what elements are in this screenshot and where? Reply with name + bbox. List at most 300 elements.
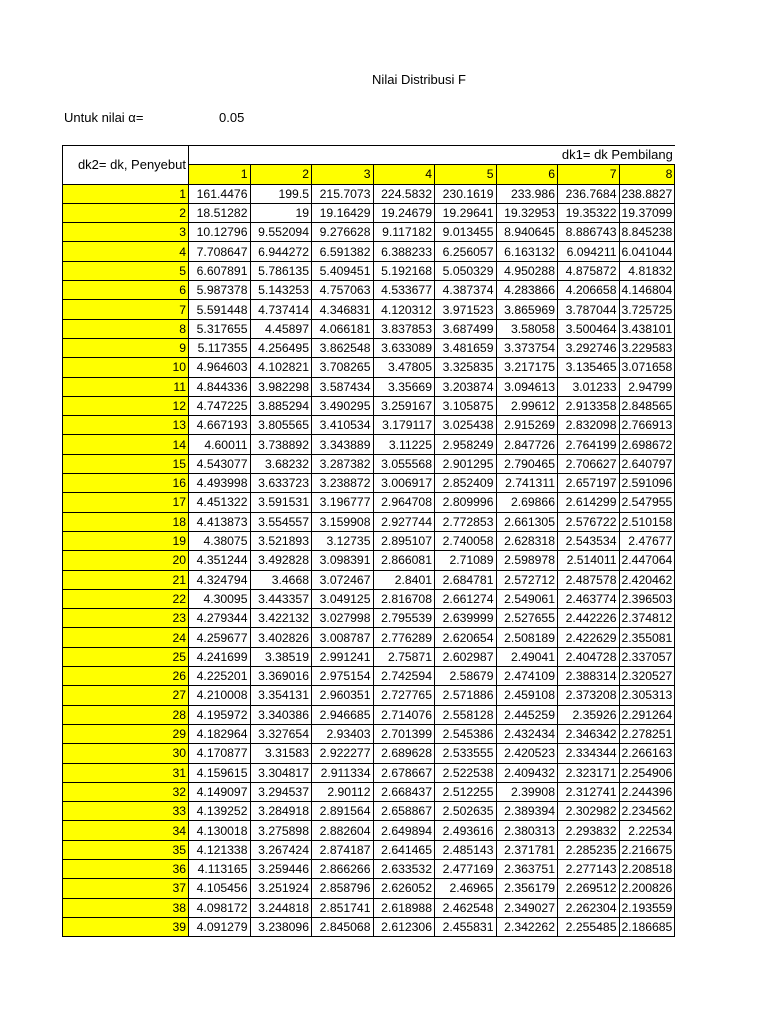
table-cell: 2.958249 (435, 435, 497, 454)
table-row (63, 435, 675, 454)
table-cell: 4.964603 (189, 358, 251, 377)
column-group-label: dk1= dk Pembilang (189, 146, 675, 165)
table-cell: 2.874187 (312, 840, 374, 859)
table-cell: 2.851741 (312, 898, 374, 917)
table-cell: 2.612306 (373, 917, 435, 936)
table-cell: 5.317655 (189, 319, 251, 338)
table-cell: 3.805565 (250, 416, 312, 435)
table-cell: 2.512255 (435, 782, 497, 801)
table-cell: 2.668437 (373, 782, 435, 801)
table-cell: 6.041044 (619, 242, 675, 261)
table-cell: 4.45897 (250, 319, 312, 338)
row-header: 1 (63, 184, 189, 203)
row-header: 10 (63, 358, 189, 377)
table-cell: 2.380313 (496, 821, 558, 840)
table-cell: 3.072467 (312, 570, 374, 589)
table-cell: 3.47805 (373, 358, 435, 377)
row-header: 19 (63, 531, 189, 550)
table-cell: 2.727765 (373, 686, 435, 705)
table-cell: 2.741311 (496, 474, 558, 493)
row-header: 12 (63, 396, 189, 415)
table-cell: 2.901295 (435, 454, 497, 473)
table-cell: 2.216675 (619, 840, 675, 859)
table-cell: 3.340386 (250, 705, 312, 724)
table-cell: 9.117182 (373, 223, 435, 242)
row-header: 17 (63, 493, 189, 512)
row-header: 2 (63, 203, 189, 222)
table-row (63, 261, 675, 280)
column-header: 8 (619, 165, 675, 184)
table-cell: 2.576722 (558, 512, 620, 531)
table-cell: 2.591096 (619, 474, 675, 493)
table-cell: 2.474109 (496, 667, 558, 686)
table-cell: 4.950288 (496, 261, 558, 280)
table-row (63, 242, 675, 261)
table-row (63, 396, 675, 415)
table-cell: 2.915269 (496, 416, 558, 435)
table-cell: 4.30095 (189, 589, 251, 608)
table-cell: 2.661305 (496, 512, 558, 531)
table-cell: 2.657197 (558, 474, 620, 493)
table-cell: 2.8401 (373, 570, 435, 589)
table-cell: 2.543534 (558, 531, 620, 550)
table-cell: 4.159615 (189, 763, 251, 782)
table-row (63, 454, 675, 473)
column-header: 3 (312, 165, 374, 184)
table-cell: 19.35322 (558, 203, 620, 222)
table-cell: 2.355081 (619, 628, 675, 647)
table-cell: 3.203874 (435, 377, 497, 396)
table-row (63, 184, 675, 203)
table-cell: 2.510158 (619, 512, 675, 531)
table-cell: 2.547955 (619, 493, 675, 512)
table-cell: 2.487578 (558, 570, 620, 589)
table-cell: 19.37099 (619, 203, 675, 222)
table-cell: 2.964708 (373, 493, 435, 512)
table-cell: 2.514011 (558, 551, 620, 570)
table-cell: 2.334344 (558, 744, 620, 763)
table-row (63, 628, 675, 647)
table-cell: 3.402826 (250, 628, 312, 647)
table-cell: 238.8827 (619, 184, 675, 203)
table-cell: 2.254906 (619, 763, 675, 782)
table-cell: 3.284918 (250, 802, 312, 821)
alpha-label: Untuk nilai α= (64, 110, 144, 125)
table-cell: 4.130018 (189, 821, 251, 840)
header-row-group (63, 146, 675, 165)
table-cell: 2.302982 (558, 802, 620, 821)
table-cell: 2.69866 (496, 493, 558, 512)
table-cell: 161.4476 (189, 184, 251, 203)
table-row (63, 879, 675, 898)
table-cell: 2.373208 (558, 686, 620, 705)
table-row (63, 782, 675, 801)
table-cell: 3.591531 (250, 493, 312, 512)
table-cell: 3.238096 (250, 917, 312, 936)
table-cell: 2.522538 (435, 763, 497, 782)
table-row (63, 474, 675, 493)
table-cell: 6.591382 (312, 242, 374, 261)
table-cell: 3.229583 (619, 338, 675, 357)
table-cell: 2.766913 (619, 416, 675, 435)
row-header: 11 (63, 377, 189, 396)
table-cell: 2.678667 (373, 763, 435, 782)
table-cell: 3.098391 (312, 551, 374, 570)
table-cell: 3.410534 (312, 416, 374, 435)
table-cell: 2.866266 (312, 859, 374, 878)
table-cell: 2.58679 (435, 667, 497, 686)
table-cell: 2.684781 (435, 570, 497, 589)
table-cell: 2.342262 (496, 917, 558, 936)
table-row (63, 589, 675, 608)
table-cell: 2.527655 (496, 609, 558, 628)
table-cell: 2.75871 (373, 647, 435, 666)
row-header: 39 (63, 917, 189, 936)
table-cell: 4.279344 (189, 609, 251, 628)
table-cell: 2.790465 (496, 454, 558, 473)
table-cell: 224.5832 (373, 184, 435, 203)
row-header: 20 (63, 551, 189, 570)
table-cell: 2.549061 (496, 589, 558, 608)
table-cell: 19.24679 (373, 203, 435, 222)
table-cell: 4.737414 (250, 300, 312, 319)
table-cell: 3.865969 (496, 300, 558, 319)
table-cell: 2.772853 (435, 512, 497, 531)
table-cell: 4.324794 (189, 570, 251, 589)
table-cell: 2.409432 (496, 763, 558, 782)
column-header: 7 (558, 165, 620, 184)
table-cell: 2.312741 (558, 782, 620, 801)
table-cell: 4.667193 (189, 416, 251, 435)
row-header: 35 (63, 840, 189, 859)
row-header: 7 (63, 300, 189, 319)
table-cell: 2.208518 (619, 859, 675, 878)
table-cell: 2.845068 (312, 917, 374, 936)
table-cell: 2.262304 (558, 898, 620, 917)
table-cell: 2.200826 (619, 879, 675, 898)
table-cell: 5.117355 (189, 338, 251, 357)
table-cell: 4.875872 (558, 261, 620, 280)
table-cell: 3.259446 (250, 859, 312, 878)
table-cell: 4.091279 (189, 917, 251, 936)
table-cell: 3.025438 (435, 416, 497, 435)
table-cell: 3.325835 (435, 358, 497, 377)
table-cell: 2.698672 (619, 435, 675, 454)
table-cell: 4.170877 (189, 744, 251, 763)
table-cell: 6.163132 (496, 242, 558, 261)
table-cell: 5.143253 (250, 281, 312, 300)
row-header: 22 (63, 589, 189, 608)
table-row (63, 377, 675, 396)
table-cell: 2.337057 (619, 647, 675, 666)
table-cell: 4.149097 (189, 782, 251, 801)
table-row (63, 531, 675, 550)
row-header: 3 (63, 223, 189, 242)
table-cell: 3.287382 (312, 454, 374, 473)
table-cell: 3.11225 (373, 435, 435, 454)
table-cell: 4.120312 (373, 300, 435, 319)
table-cell: 3.304817 (250, 763, 312, 782)
table-cell: 4.493998 (189, 474, 251, 493)
table-cell: 9.552094 (250, 223, 312, 242)
row-header: 15 (63, 454, 189, 473)
table-cell: 2.422629 (558, 628, 620, 647)
f-distribution-table (62, 145, 675, 937)
table-row (63, 281, 675, 300)
table-cell: 2.533555 (435, 744, 497, 763)
table-cell: 2.463774 (558, 589, 620, 608)
table-row (63, 358, 675, 377)
table-cell: 3.633089 (373, 338, 435, 357)
row-header: 23 (63, 609, 189, 628)
table-cell: 2.891564 (312, 802, 374, 821)
table-cell: 4.210008 (189, 686, 251, 705)
row-header: 32 (63, 782, 189, 801)
table-cell: 4.121338 (189, 840, 251, 859)
table-cell: 10.12796 (189, 223, 251, 242)
column-header: 6 (496, 165, 558, 184)
table-cell: 4.146804 (619, 281, 675, 300)
table-cell: 2.571886 (435, 686, 497, 705)
table-cell: 2.94799 (619, 377, 675, 396)
column-header: 2 (250, 165, 312, 184)
row-header: 27 (63, 686, 189, 705)
table-cell: 5.409451 (312, 261, 374, 280)
table-cell: 6.094211 (558, 242, 620, 261)
table-cell: 2.293832 (558, 821, 620, 840)
table-cell: 2.502635 (435, 802, 497, 821)
table-cell: 3.490295 (312, 396, 374, 415)
table-cell: 2.186685 (619, 917, 675, 936)
table-cell: 4.81832 (619, 261, 675, 280)
row-header: 14 (63, 435, 189, 454)
table-row (63, 416, 675, 435)
table-cell: 2.545386 (435, 724, 497, 743)
table-cell: 2.602987 (435, 647, 497, 666)
table-cell: 3.071658 (619, 358, 675, 377)
table-cell: 6.944272 (250, 242, 312, 261)
table-row (63, 724, 675, 743)
table-cell: 2.285235 (558, 840, 620, 859)
table-cell: 4.098172 (189, 898, 251, 917)
table-cell: 3.01233 (558, 377, 620, 396)
table-cell: 2.99612 (496, 396, 558, 415)
table-row (63, 821, 675, 840)
table-cell: 3.58058 (496, 319, 558, 338)
table-cell: 2.848565 (619, 396, 675, 415)
row-header: 4 (63, 242, 189, 261)
table-cell: 2.244396 (619, 782, 675, 801)
table-cell: 2.852409 (435, 474, 497, 493)
table-cell: 2.882604 (312, 821, 374, 840)
row-header: 16 (63, 474, 189, 493)
column-header: 4 (373, 165, 435, 184)
table-cell: 5.050329 (435, 261, 497, 280)
table-cell: 2.991241 (312, 647, 374, 666)
table-cell: 19 (250, 203, 312, 222)
table-cell: 3.196777 (312, 493, 374, 512)
row-header: 34 (63, 821, 189, 840)
table-cell: 2.71089 (435, 551, 497, 570)
table-cell: 3.343889 (312, 435, 374, 454)
table-cell: 4.113165 (189, 859, 251, 878)
table-cell: 8.845238 (619, 223, 675, 242)
table-cell: 2.764199 (558, 435, 620, 454)
table-cell: 2.776289 (373, 628, 435, 647)
row-header: 37 (63, 879, 189, 898)
table-cell: 3.521893 (250, 531, 312, 550)
column-header: 5 (435, 165, 497, 184)
table-cell: 4.451322 (189, 493, 251, 512)
table-cell: 4.225201 (189, 667, 251, 686)
table-row (63, 609, 675, 628)
table-cell: 4.259677 (189, 628, 251, 647)
table-cell: 5.786135 (250, 261, 312, 280)
table-cell: 2.35926 (558, 705, 620, 724)
table-cell: 3.982298 (250, 377, 312, 396)
table-cell: 2.649894 (373, 821, 435, 840)
table-row (63, 705, 675, 724)
table-cell: 2.946685 (312, 705, 374, 724)
table-cell: 2.455831 (435, 917, 497, 936)
table-cell: 2.922277 (312, 744, 374, 763)
table-cell: 2.459108 (496, 686, 558, 705)
row-header: 9 (63, 338, 189, 357)
table-cell: 2.323171 (558, 763, 620, 782)
table-cell: 4.195972 (189, 705, 251, 724)
table-cell: 199.5 (250, 184, 312, 203)
table-cell: 4.283866 (496, 281, 558, 300)
table-cell: 2.866081 (373, 551, 435, 570)
table-cell: 230.1619 (435, 184, 497, 203)
table-cell: 2.255485 (558, 917, 620, 936)
table-cell: 3.554557 (250, 512, 312, 531)
table-cell: 2.388314 (558, 667, 620, 686)
table-row (63, 551, 675, 570)
table-cell: 2.22534 (619, 821, 675, 840)
table-cell: 3.885294 (250, 396, 312, 415)
table-cell: 3.369016 (250, 667, 312, 686)
table-cell: 2.47677 (619, 531, 675, 550)
table-cell: 3.12735 (312, 531, 374, 550)
table-cell: 2.975154 (312, 667, 374, 686)
row-header: 5 (63, 261, 189, 280)
table-cell: 2.795539 (373, 609, 435, 628)
table-cell: 4.533677 (373, 281, 435, 300)
table-cell: 3.267424 (250, 840, 312, 859)
table-cell: 3.354131 (250, 686, 312, 705)
table-cell: 2.620654 (435, 628, 497, 647)
table-cell: 3.500464 (558, 319, 620, 338)
table-row (63, 319, 675, 338)
table-row (63, 744, 675, 763)
table-cell: 3.633723 (250, 474, 312, 493)
table-row (63, 667, 675, 686)
table-cell: 3.238872 (312, 474, 374, 493)
table-cell: 2.706627 (558, 454, 620, 473)
table-cell: 4.182964 (189, 724, 251, 743)
table-row (63, 493, 675, 512)
table-cell: 9.013455 (435, 223, 497, 242)
table-cell: 3.443357 (250, 589, 312, 608)
table-cell: 3.787044 (558, 300, 620, 319)
table-cell: 3.055568 (373, 454, 435, 473)
table-cell: 2.960351 (312, 686, 374, 705)
table-cell: 3.971523 (435, 300, 497, 319)
table-cell: 6.256057 (435, 242, 497, 261)
column-header: 1 (189, 165, 251, 184)
row-header: 26 (63, 667, 189, 686)
table-cell: 19.16429 (312, 203, 374, 222)
table-cell: 2.598978 (496, 551, 558, 570)
table-row (63, 223, 675, 242)
table-cell: 3.35669 (373, 377, 435, 396)
table-cell: 2.389394 (496, 802, 558, 821)
table-cell: 3.049125 (312, 589, 374, 608)
table-cell: 2.39908 (496, 782, 558, 801)
table-cell: 3.294537 (250, 782, 312, 801)
corner-label: dk2= dk, Penyebut (63, 146, 189, 185)
table-cell: 2.90112 (312, 782, 374, 801)
table-cell: 2.477169 (435, 859, 497, 878)
table-cell: 2.661274 (435, 589, 497, 608)
table-cell: 2.927744 (373, 512, 435, 531)
table-row (63, 763, 675, 782)
table-cell: 2.374812 (619, 609, 675, 628)
table-cell: 8.940645 (496, 223, 558, 242)
table-cell: 4.241699 (189, 647, 251, 666)
table-cell: 2.508189 (496, 628, 558, 647)
table-cell: 2.93403 (312, 724, 374, 743)
table-cell: 2.363751 (496, 859, 558, 878)
table-cell: 5.987378 (189, 281, 251, 300)
table-cell: 4.757063 (312, 281, 374, 300)
table-cell: 2.371781 (496, 840, 558, 859)
table-cell: 3.31583 (250, 744, 312, 763)
table-row (63, 802, 675, 821)
table-cell: 233.986 (496, 184, 558, 203)
table-cell: 3.438101 (619, 319, 675, 338)
table-row (63, 203, 675, 222)
table-row (63, 840, 675, 859)
table-cell: 2.633532 (373, 859, 435, 878)
table-cell: 2.445259 (496, 705, 558, 724)
table-cell: 4.105456 (189, 879, 251, 898)
table-cell: 2.640797 (619, 454, 675, 473)
table-cell: 3.159908 (312, 512, 374, 531)
table-cell: 3.725725 (619, 300, 675, 319)
table-cell: 2.420523 (496, 744, 558, 763)
row-header: 30 (63, 744, 189, 763)
table-row (63, 570, 675, 589)
table-cell: 3.4668 (250, 570, 312, 589)
table-cell: 3.38519 (250, 647, 312, 666)
table-cell: 3.492828 (250, 551, 312, 570)
table-row (63, 338, 675, 357)
table-cell: 2.277143 (558, 859, 620, 878)
row-header: 13 (63, 416, 189, 435)
table-row (63, 512, 675, 531)
table-cell: 4.747225 (189, 396, 251, 415)
table-cell: 2.832098 (558, 416, 620, 435)
table-cell: 2.847726 (496, 435, 558, 454)
table-cell: 3.587434 (312, 377, 374, 396)
table-cell: 3.008787 (312, 628, 374, 647)
table-cell: 2.913358 (558, 396, 620, 415)
table-cell: 18.51282 (189, 203, 251, 222)
table-row (63, 898, 675, 917)
table-cell: 3.105875 (435, 396, 497, 415)
